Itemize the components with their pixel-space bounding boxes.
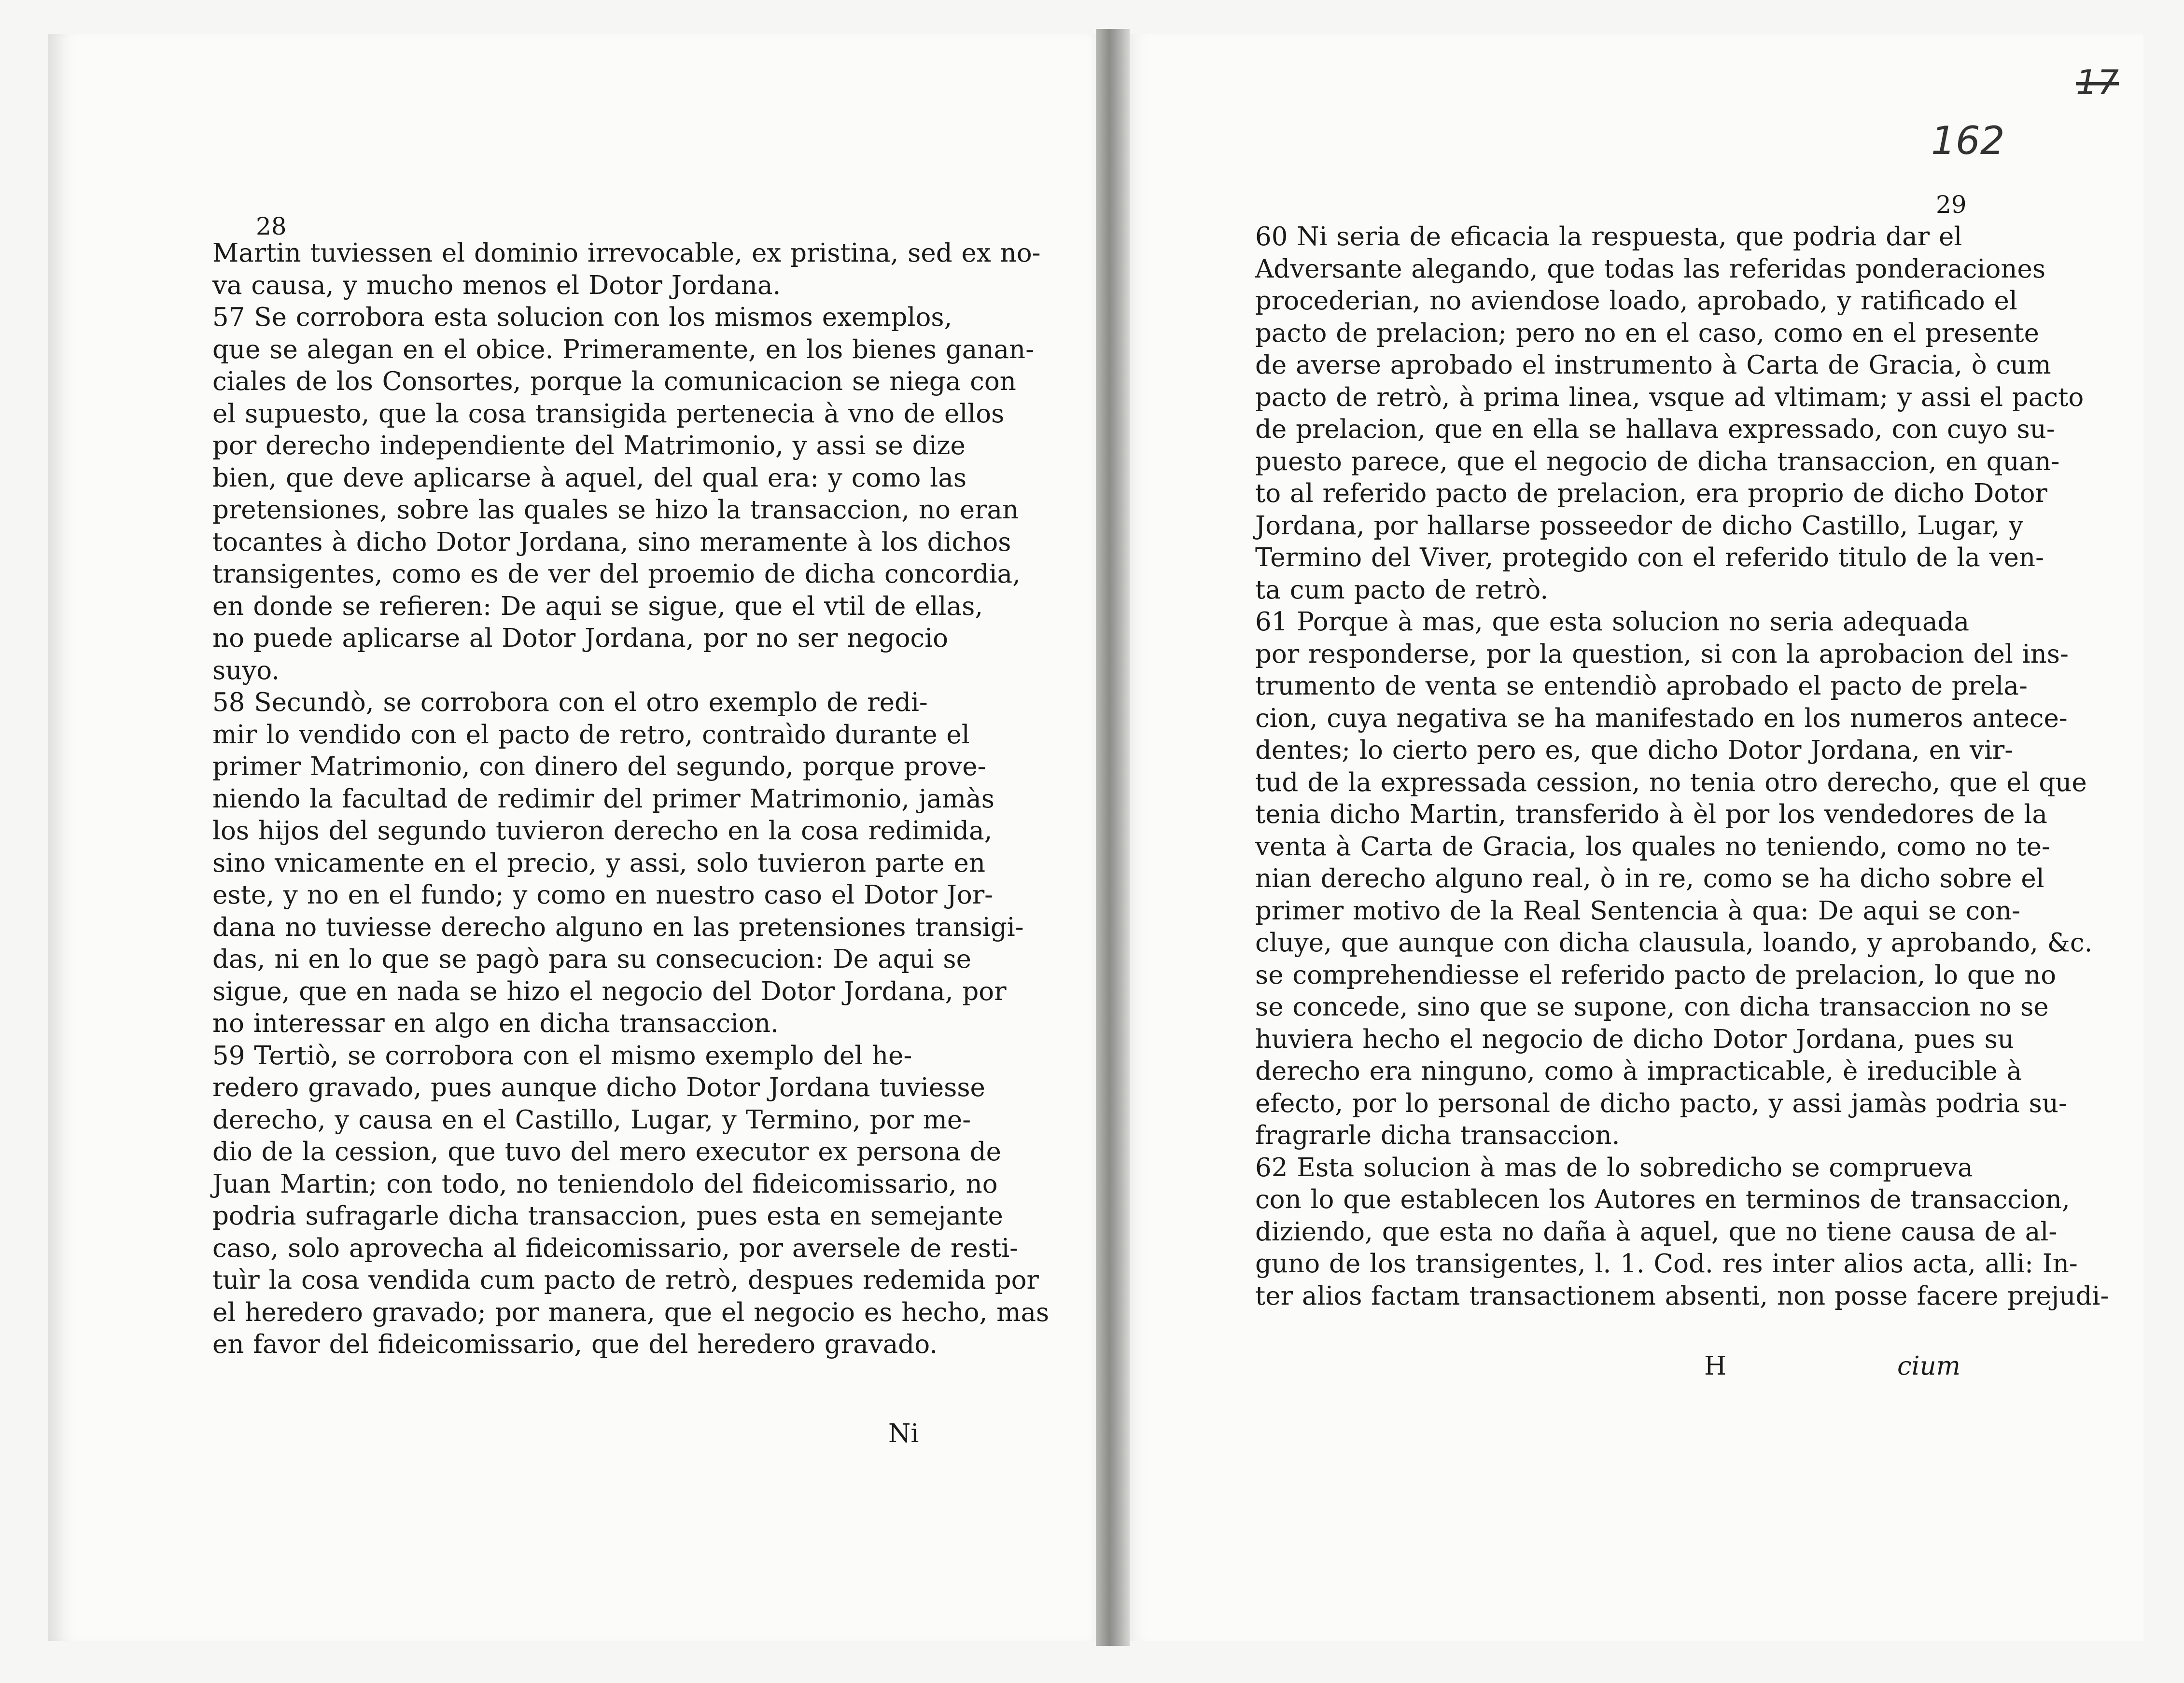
text-line: trumento de venta se entendiò aprobado el pacto de prela- — [1255, 671, 2028, 701]
left-page-number: 28 — [256, 212, 287, 240]
text-line: que se alegan en el obice. Primeramente, en los bienes ganan- — [212, 334, 1035, 364]
text-line: va causa, y mucho menos el Dotor Jordana. — [212, 270, 781, 300]
text-line: tocantes à dicho Dotor Jordana, sino meramente à los dichos — [212, 527, 1011, 557]
handwritten-folio-number: 162 — [1931, 118, 2005, 163]
text-line: Jordana, por hallarse posseedor de dicho Castillo, Lugar, y — [1255, 511, 2024, 541]
left-catchword: Ni — [888, 1419, 919, 1448]
right-page-number: 29 — [1936, 191, 1967, 219]
text-line: Termino del Viver, protegido con el referido titulo de la ven- — [1255, 543, 2044, 572]
left-text-column — [212, 237, 1050, 1361]
text-line: Juan Martin; con todo, no teniendolo del fideicomissario, no — [212, 1169, 998, 1199]
text-line: en donde se refieren: De aqui se sigue, que el vtil de ellas, — [212, 591, 983, 621]
text-line: transigentes, como es de ver del proemio de dicha concordia, — [212, 559, 1021, 589]
text-line: se concede, sino que se supone, con dicha transaccion no se — [1255, 992, 2049, 1022]
text-line: redero gravado, pues aunque dicho Dotor Jordana tuviesse — [212, 1073, 985, 1102]
text-line: 62 Esta solucion à mas de lo sobredicho se comprueva — [1255, 1153, 1973, 1182]
text-line: 60 Ni seria de eficacia la respuesta, que podria dar el — [1255, 222, 1962, 251]
text-line: derecho era ninguno, como à impracticable, è ireducible à — [1255, 1057, 2022, 1086]
text-line: pretensiones, sobre las quales se hizo la transaccion, no eran — [212, 495, 1019, 525]
text-line: podria sufragarle dicha transaccion, pues esta en semejante — [212, 1201, 1003, 1231]
text-line: das, ni en lo que se pagò para su consecucion: De aqui se — [212, 945, 971, 974]
text-line: el supuesto, que la cosa transigida pertenecia à vno de ellos — [212, 399, 1005, 429]
text-line: los hijos del segundo tuvieron derecho en la cosa redimida, — [212, 816, 993, 846]
text-line: pacto de prelacion; pero no en el caso, como en el presente — [1255, 318, 2039, 348]
text-line: con lo que establecen los Autores en terminos de transaccion, — [1255, 1185, 2070, 1214]
text-line: tud de la expressada cession, no tenia otro derecho, que el que — [1255, 767, 2087, 797]
text-line: no puede aplicarse al Dotor Jordana, por no ser negocio — [212, 624, 949, 653]
text-line: de prelacion, que en ella se hallava expressado, con cuyo su- — [1255, 415, 2055, 444]
book-gutter — [1096, 29, 1130, 1646]
text-line: suyo. — [212, 655, 280, 685]
text-line: efecto, por lo personal de dicho pacto, y assi jamàs podria su- — [1255, 1088, 2067, 1118]
text-line: tenia dicho Martin, transferido à èl por los vendedores de la — [1255, 800, 2047, 829]
right-catchword: cium — [1897, 1351, 1961, 1381]
text-line: en favor del fideicomissario, que del heredero gravado. — [212, 1330, 938, 1359]
text-line: Martin tuviessen el dominio irrevocable, ex pristina, sed ex no- — [212, 238, 1041, 268]
text-line: este, y no en el fundo; y como en nuestro caso el Dotor Jor- — [212, 880, 994, 910]
text-line: de averse aprobado el instrumento à Carta de Gracia, ò cum — [1255, 350, 2051, 380]
text-line: nian derecho alguno real, ò in re, como se ha dicho sobre el — [1255, 864, 2044, 893]
text-line: guno de los transigentes, l. 1. Cod. res inter alios acta, alli: In- — [1255, 1249, 2078, 1279]
text-line: por derecho independiente del Matrimonio, y assi se dize — [212, 431, 966, 460]
text-line: cluye, que aunque con dicha clausula, loando, y aprobando, &c. — [1255, 928, 2093, 958]
text-line: sigue, que en nada se hizo el negocio del Dotor Jordana, por — [212, 976, 1007, 1006]
text-line: pacto de retrò, à prima linea, vsque ad vltimam; y assi el pacto — [1255, 382, 2084, 412]
text-line: primer motivo de la Real Sentencia à qua: De aqui se con- — [1255, 896, 2021, 926]
text-line: ta cum pacto de retrò. — [1255, 575, 1549, 605]
text-line: caso, solo aprovecha al fideicomissario, por aversele de resti- — [212, 1233, 1019, 1263]
text-line: 57 Se corrobora esta solucion con los mismos exemplos, — [212, 303, 952, 332]
text-line: 61 Porque à mas, que esta solucion no seria adequada — [1255, 607, 1970, 637]
text-line: bien, que deve aplicarse à aquel, del qual era: y como las — [212, 463, 967, 493]
signature-mark: H — [1704, 1351, 1727, 1381]
text-line: no interessar en algo en dicha transaccion. — [212, 1009, 779, 1038]
text-line: el heredero gravado; por manera, que el negocio es hecho, mas — [212, 1297, 1050, 1327]
text-line: procederian, no aviendose loado, aprobado, y ratificado el — [1255, 286, 2017, 316]
text-line: tuìr la cosa vendida cum pacto de retrò, despues redemida por — [212, 1266, 1039, 1295]
text-line: mir lo vendido con el pacto de retro, contraìdo durante el — [212, 720, 970, 750]
text-line: dentes; lo cierto pero es, que dicho Dotor Jordana, en vir- — [1255, 736, 2014, 765]
text-line: cion, cuya negativa se ha manifestado en los numeros antece- — [1255, 703, 2068, 733]
text-line: ter alios factam transactionem absenti, non posse facere prejudi- — [1255, 1281, 2109, 1311]
text-line: niendo la facultad de redimir del primer Matrimonio, jamàs — [212, 784, 994, 814]
text-line: 59 Tertiò, se corrobora con el mismo exemplo del he- — [212, 1041, 912, 1071]
text-line: diziendo, que esta no daña à aquel, que no tiene causa de al- — [1255, 1217, 2058, 1247]
text-line: huviera hecho el negocio de dicho Dotor Jordana, pues su — [1255, 1024, 2014, 1054]
text-line: to al referido pacto de prelacion, era proprio de dicho Dotor — [1255, 479, 2047, 508]
text-line: Adversante alegando, que todas las referidas ponderaciones — [1255, 254, 2046, 284]
text-line: por responderse, por la question, si con la aprobacion del ins- — [1255, 639, 2069, 669]
text-line: puesto parece, que el negocio de dicha transaccion, en quan- — [1255, 446, 2060, 476]
handwritten-corner-number: 17 — [2076, 63, 2119, 102]
text-line: primer Matrimonio, con dinero del segundo, porque prove- — [212, 752, 986, 781]
text-line: fragrarle dicha transaccion. — [1255, 1121, 1620, 1150]
text-line: ciales de los Consortes, porque la comunicacion se niega con — [212, 367, 1016, 396]
text-line: dio de la cession, que tuvo del mero executor ex persona de — [212, 1137, 1002, 1167]
text-line: dana no tuviesse derecho alguno en las pretensiones transigi- — [212, 912, 1024, 942]
text-line: 58 Secundò, se corrobora con el otro exemplo de redi- — [212, 688, 928, 717]
text-line: se comprehendiesse el referido pacto de prelacion, lo que no — [1255, 960, 2057, 990]
text-line: derecho, y causa en el Castillo, Lugar, y Termino, por me- — [212, 1105, 971, 1135]
right-text-column — [1255, 221, 2109, 1312]
text-line: sino vnicamente en el precio, y assi, solo tuvieron parte en — [212, 848, 986, 878]
text-line: venta à Carta de Gracia, los quales no teniendo, como no te- — [1255, 832, 2050, 862]
